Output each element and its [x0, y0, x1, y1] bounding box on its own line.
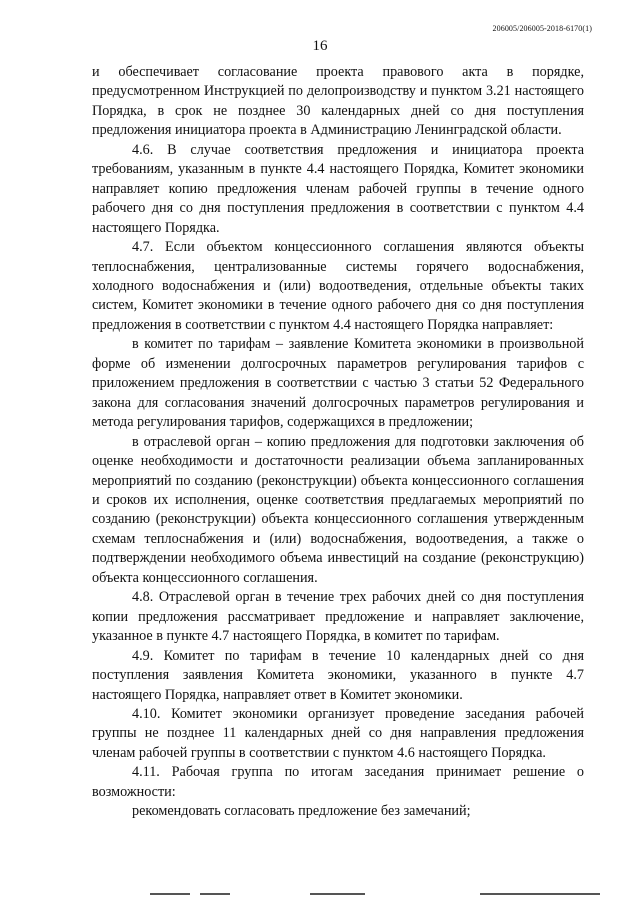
paragraph: 4.11. Рабочая группа по итогам заседания принимает решение о возможности:: [92, 764, 584, 800]
document-id: 206005/206005-2018-6170(1): [492, 24, 592, 33]
paragraph: 4.7. Если объектом концессионного соглашения являются объекты теплоснабжения, централизованные системы горячего водоснабжения, холодного водоснабжения и (или) водоотведения, отдельные объекты таких систем, Комитет экономики в течение одного рабочего дня со дня поступления предложения в соответствии с пунктом 4.4 настоящего Порядка направляет:: [92, 239, 584, 333]
footer-mark: [200, 893, 230, 895]
paragraph: 4.9. Комитет по тарифам в течение 10 календарных дней со дня поступления заявления Комитета экономики, указанного в пункте 4.7 настоящего Порядка, направляет ответ в Комитет экономики.: [92, 647, 584, 703]
footer-mark: [310, 893, 365, 895]
paragraph: 4.6. В случае соответствия предложения и инициатора проекта требованиям, указанным в пункте 4.4 настоящего Порядка, Комитет экономики направляет копию предложения членам рабочей группы в течение одного рабочего дня со дня поступления предложения в соответствии с пунктом 4.4 настоящего Порядка.: [92, 141, 584, 236]
document-body: [92, 63, 584, 822]
footer-scan-marks: [150, 893, 610, 897]
paragraph: 4.10. Комитет экономики организует проведение заседания рабочей группы не позднее 11 календарных дней со дня направления предложения членам рабочей группы в соответствии с пунктом 4.6 настоящего Порядка.: [92, 705, 584, 761]
paragraph: рекомендовать согласовать предложение без замечаний;: [132, 803, 471, 820]
footer-mark: [480, 893, 600, 895]
paragraph: в отраслевой орган – копию предложения для подготовки заключения об оценке необходимости и достаточности реализации объема запланированных мероприятий по созданию (реконструкции) объекта концессионного соглашения и сроков их исполнения, оценке соответствия предлагаемых мероприятий по созданию (реконструкции) объекта концессионного соглашения утвержденным схемам теплоснабжения и (или) водоснабжения, водоотведения, а также о подтверждении необходимого объема инвестиций на создание (реконструкцию) объекта концессионного соглашения.: [92, 433, 584, 586]
paragraph: 4.8. Отраслевой орган в течение трех рабочих дней со дня поступления копии предложения рассматривает предложение и направляет заключение, указанное в пункте 4.7 настоящего Порядка, в комитет по тарифам.: [92, 589, 584, 645]
page-number: 16: [312, 38, 328, 54]
paragraph: и обеспечивает согласование проекта правового акта в порядке, предусмотренном Инструкцией по делопроизводству и пунктом 3.21 настоящего Порядка, в срок не позднее 30 календарных дней со дня поступления предложения инициатора проекта в Администрацию Ленинградской области.: [92, 64, 584, 139]
paragraph: в комитет по тарифам – заявление Комитета экономики в произвольной форме об изменении долгосрочных параметров регулирования тарифов с приложением предложения в соответствии с частью 3 статьи 52 Федерального закона для согласования значений долгосрочных параметров регулирования и метода регулирования тарифов, содержащихся в предложении;: [92, 336, 584, 431]
footer-mark: [150, 893, 190, 895]
